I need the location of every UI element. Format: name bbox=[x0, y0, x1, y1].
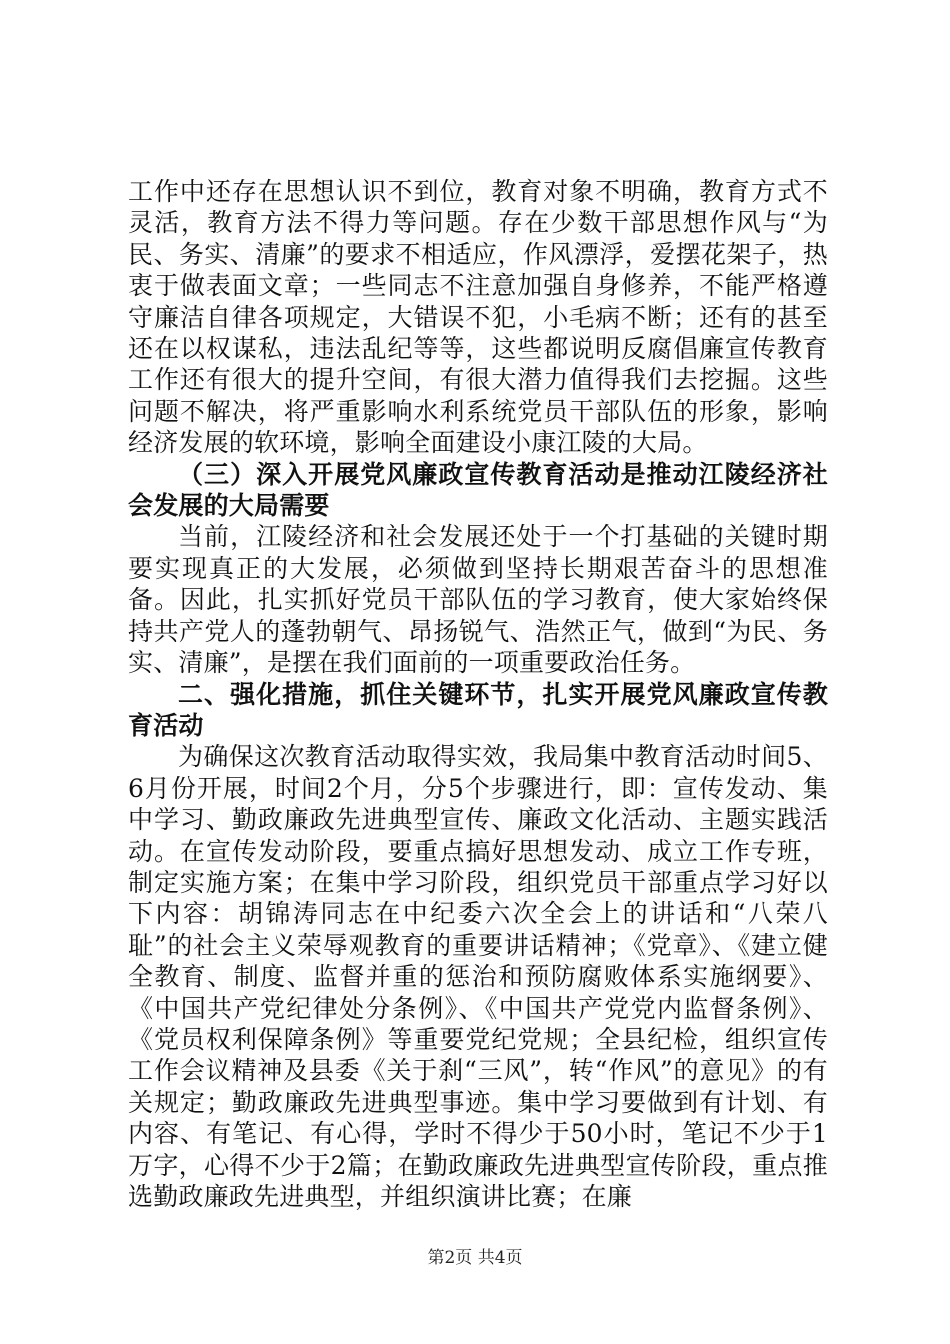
paragraph-body: 为确保这次教育活动取得实效，我局集中教育活动时间5、6月份开展，时间2个月，分5个步骤进行，即：宣传发动、集中学习、勤政廉政先进典型宣传、廉政文化活动、主题实践活动。在宣传发动阶段，要重点搞好思想发动、成立工作专班，制定实施方案；在集中学习阶段，组织党员干部重点学习好以下内容：胡锦涛同志在中纪委六次全会上的讲话和“八荣八耻”的社会主义荣辱观教育的重要讲话精神；《党章》、《建立健全教育、制度、监督并重的惩治和预防腐败体系实施纲要》、《中国共产党纪律处分条例》、《中国共产党党内监督条例》、《党员权利保障条例》等重要党纪党规；全县纪检，组织宣传工作会议精神及县委《关于刹“三风”，转“作风”的意见》的有关规定；勤政廉政先进典型事迹。集中学习要做到有计划、有内容、有笔记、有心得，学时不得少于50小时，笔记不少于1万字，心得不少于2篇；在勤政廉政先进典型宣传阶段，重点推选勤政廉政先进典型，并组织演讲比赛；在廉 bbox=[128, 742, 828, 1211]
page-number-footer: 第2页 共4页 bbox=[427, 1248, 523, 1268]
paragraph-body: 当前，江陵经济和社会发展还处于一个打基础的关键时期要实现真正的大发展，必须做到坚持长期艰苦奋斗的思想准备。因此，扎实抓好党员干部队伍的学习教育，使大家始终保持共产党人的蓬勃朝气、昂扬锐气、浩然正气，做到“为民、务实、清廉”，是摆在我们面前的一项重要政治任务。 bbox=[128, 522, 828, 678]
section-heading-three: （三）深入开展党风廉政宣传教育活动是推动江陵经济社会发展的大局需要 bbox=[128, 459, 828, 521]
paragraph-continuation: 工作中还存在思想认识不到位，教育对象不明确，教育方式不灵活，教育方法不得力等问题。存在少数干部思想作风与“为民、务实、清廉”的要求不相适应，作风漂浮，爱摆花架子，热衷于做表面文章；一些同志不注意加强自身修养，不能严格遵守廉洁自律各项规定，大错误不犯，小毛病不断；还有的甚至还在以权谋私，违法乱纪等等，这些都说明反腐倡廉宣传教育工作还有很大的提升空间，有很大潜力值得我们去挖掘。这些问题不解决，将严重影响水利系统党员干部队伍的形象，影响经济发展的软环境，影响全面建设小康江陵的大局。 bbox=[128, 177, 828, 458]
section-heading-two: 二、强化措施，抓住关键环节，扎实开展党风廉政宣传教育活动 bbox=[128, 679, 828, 740]
document-body bbox=[128, 176, 828, 1212]
